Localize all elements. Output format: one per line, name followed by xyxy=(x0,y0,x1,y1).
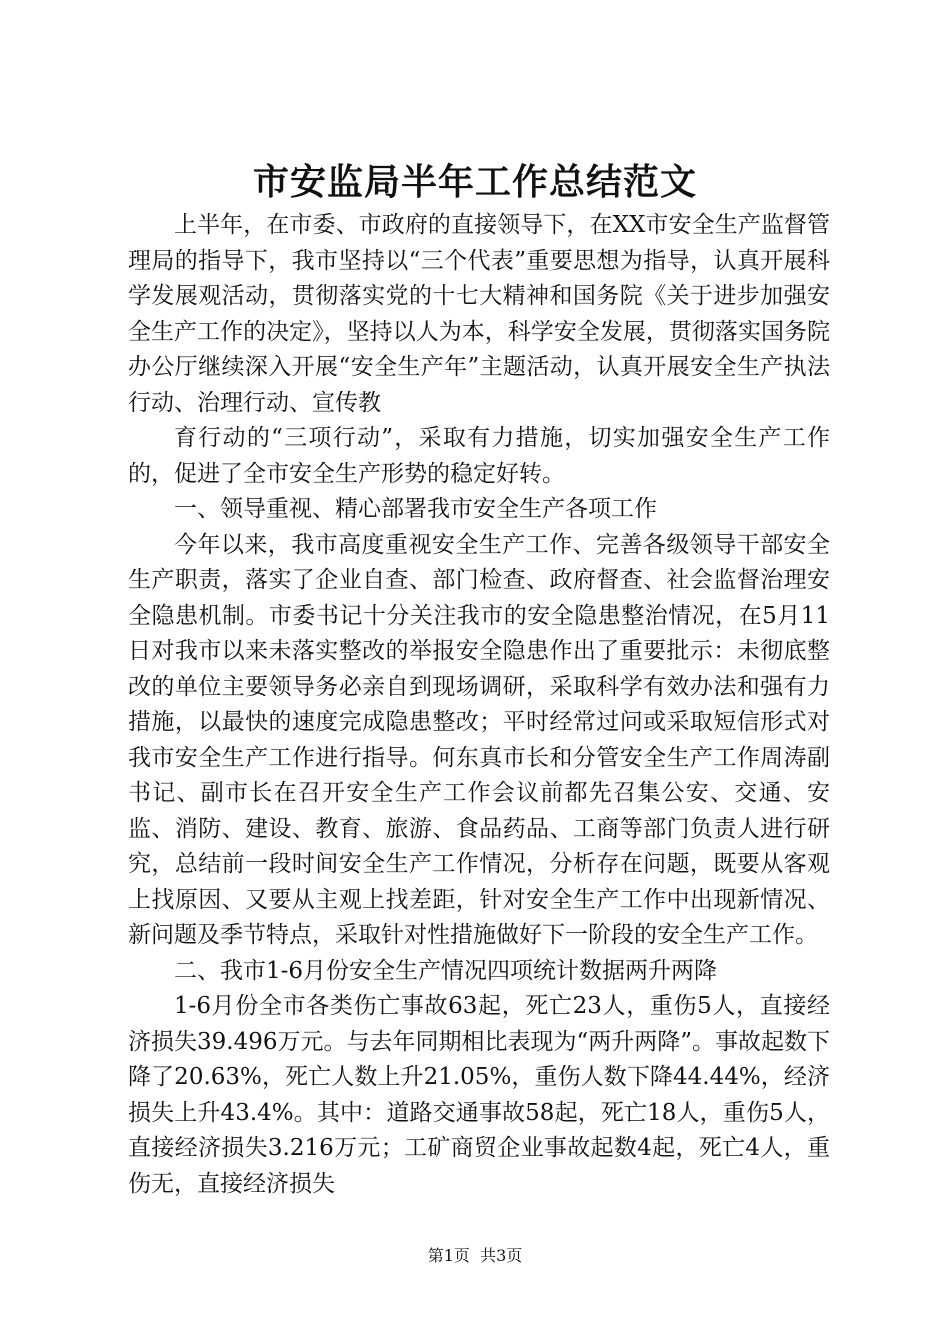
section-heading-1: 一、领导重视、精心部署我市安全生产各项工作 xyxy=(174,496,657,522)
document-body xyxy=(128,208,830,1202)
page-total: 共3页 xyxy=(480,1246,523,1265)
paragraph-intro: 上半年，在市委、市政府的直接领导下，在XX市安全生产监督管理局的指导下，我市坚持以“三个代表”重要思想为指导，认真开展科学发展观活动，贯彻落实党的十七大精神和国务院《关于进步加强安全生产工作的决定》，坚持以人为本，科学安全发展，贯彻落实国务院办公厅继续深入开展“安全生产年”主题活动，认真开展安全生产执法行动、治理行动、宣传教 xyxy=(128,212,830,416)
page-number: 第1页 xyxy=(427,1246,470,1265)
paragraph-section-1: 今年以来，我市高度重视安全生产工作、完善各级领导干部安全生产职责，落实了企业自查、部门检查、政府督查、社会监督治理安全隐患机制。市委书记十分关注我市的安全隐患整治情况，在5月11日对我市以来未落实整改的举报安全隐患作出了重要批示：未彻底整改的单位主要领导务必亲自到现场调研，采取科学有效办法和强有力措施，以最快的速度完成隐患整改；平时经常过问或采取短信形式对我市安全生产工作进行指导。何东真市长和分管安全生产工作周涛副书记、副市长在召开安全生产工作会议前都先召集公安、交通、安监、消防、建设、教育、旅游、食品药品、工商等部门负责人进行研究，总结前一段时间安全生产工作情况，分析存在问题，既要从客观上找原因、又要从主观上找差距，针对安全生产工作中出现新情况、新问题及季节特点，采取针对性措施做好下一阶段的安全生产工作。 xyxy=(128,531,830,948)
paragraph-intro-continued: 育行动的“三项行动”，采取有力措施，切实加强安全生产工作的，促进了全市安全生产形势的稳定好转。 xyxy=(128,425,830,487)
document-title: 市安监局半年工作总结范文 xyxy=(252,161,697,203)
paragraph-section-2: 1-6月份全市各类伤亡事故63起，死亡23人，重伤5人，直接经济损失39.496万元。与去年同期相比表现为“两升两降”。事故起数下降了20.63%，死亡人数上升21.05%，重伤人数下降44.44%，经济损失上升43.4%。其中：道路交通事故58起，死亡18人，重伤5人，直接经济损失3.216万元；工矿商贸企业事故起数4起，死亡4人，重伤无，直接经济损失 xyxy=(128,993,830,1197)
section-heading-2: 二、我市1-6月份安全生产情况四项统计数据两升两降 xyxy=(174,957,718,984)
page-footer xyxy=(0,1246,950,1266)
